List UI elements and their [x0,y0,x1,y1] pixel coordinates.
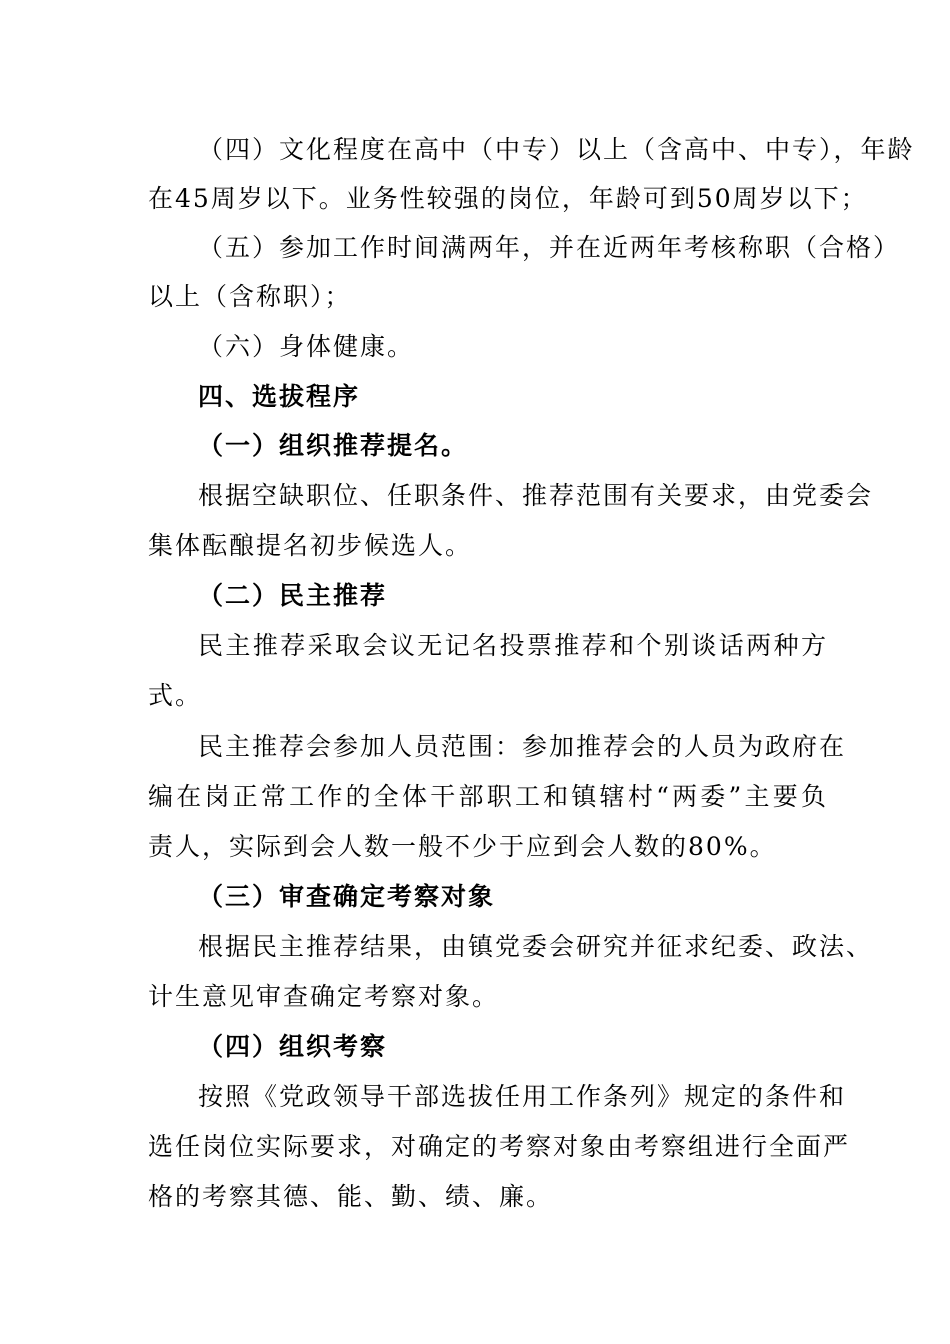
paragraph-line: 以上（含称职）； [148,282,352,311]
paragraph-line: 民主推荐采取会议无记名投票推荐和个别谈话两种方 [198,631,828,660]
paragraph-line: （五）参加工作时间满两年，并在近两年考核称职（合格） [198,233,901,262]
paragraph-line: （六）身体健康。 [198,332,415,361]
subsection-heading: （四）组织考察 [198,1032,388,1061]
paragraph-line: 根据空缺职位、任职条件、推荐范围有关要求，由党委会 [198,481,874,510]
paragraph-line: 责人，实际到会人数一般不少于应到会人数的80%。 [148,832,777,861]
paragraph-line: （四）文化程度在高中（中专）以上（含高中、中专），年龄 [198,135,915,164]
paragraph-line: 选任岗位实际要求，对确定的考察对象由考察组进行全面严 [148,1132,851,1161]
subsection-heading: （二）民主推荐 [198,581,388,610]
paragraph-line: 格的考察其德、能、勤、绩、廉。 [148,1182,554,1211]
paragraph-line: 式。 [148,681,203,710]
paragraph-line: 在45周岁以下。业务性较强的岗位，年龄可到50周岁以下； [148,184,868,213]
paragraph-line: 编在岗正常工作的全体干部职工和镇辖村“两委”主要负 [148,782,828,811]
subsection-heading: （三）审查确定考察对象 [198,882,496,911]
paragraph-line: 集体酝酿提名初步候选人。 [148,531,473,560]
section-heading: 四、选拔程序 [198,382,361,411]
paragraph-line: 按照《党政领导干部选拔任用工作条列》规定的条件和 [198,1082,847,1111]
paragraph-line: 计生意见审查确定考察对象。 [148,982,500,1011]
paragraph-line: 民主推荐会参加人员范围：参加推荐会的人员为政府在 [198,732,847,761]
subsection-heading: （一）组织推荐提名。 [198,431,469,460]
paragraph-line: 根据民主推荐结果，由镇党委会研究并征求纪委、政法、 [198,932,874,961]
